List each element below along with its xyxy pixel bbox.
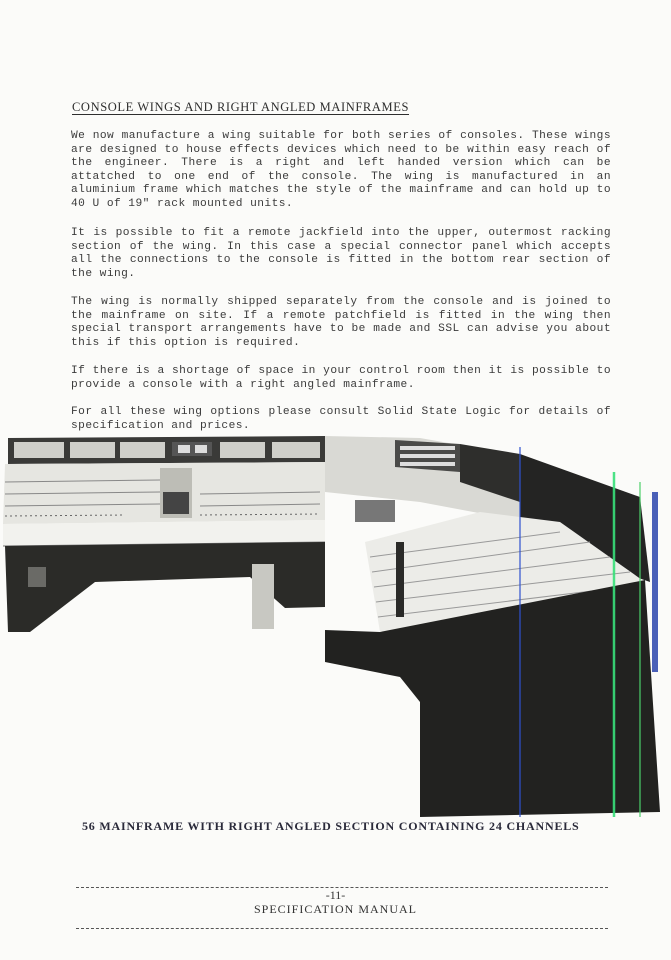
page-number: -11-	[325, 888, 346, 902]
section-heading: CONSOLE WINGS AND RIGHT ANGLED MAINFRAMES	[72, 100, 410, 114]
footer-title: SPECIFICATION MANUAL	[253, 902, 417, 916]
paragraph-remote-jackfield: It is possible to fit a remote jackfield into the upper, outermost racking section of the wing. In this case a special connector panel which accepts all the connections to the console is fitted in the bottom rear section of the wing.	[71, 227, 611, 280]
paragraph-consult: For all these wing options please consult Solid State Logic for details of specification and prices.	[71, 406, 611, 432]
paragraph-wing-description: We now manufacture a wing suitable for both series of consoles. These wings are designed to house effects devices which need to be within easy reach of the engineer. There is a right and left handed version which can be attatched to one end of the console. The wing is manufactured in an aluminium frame which matches the style of the mainframe and can hold up to 40 U of 19" rack mounted units.	[71, 130, 611, 210]
console-photo	[0, 432, 671, 822]
paragraph-shipping: The wing is normally shipped separately from the console and is joined to the mainframe on site. If a remote patchfield is fitted in the wing then special transport arrangements have to be made and SSL can advise you about this if this option is required.	[71, 296, 611, 349]
figure-caption: 56 MAINFRAME WITH RIGHT ANGLED SECTION CONTAINING 24 CHANNELS	[82, 819, 580, 833]
paragraph-right-angled: If there is a shortage of space in your control room then it is possible to provide a console with a right angled mainframe.	[71, 365, 611, 391]
footer-rule-bottom	[76, 928, 608, 929]
